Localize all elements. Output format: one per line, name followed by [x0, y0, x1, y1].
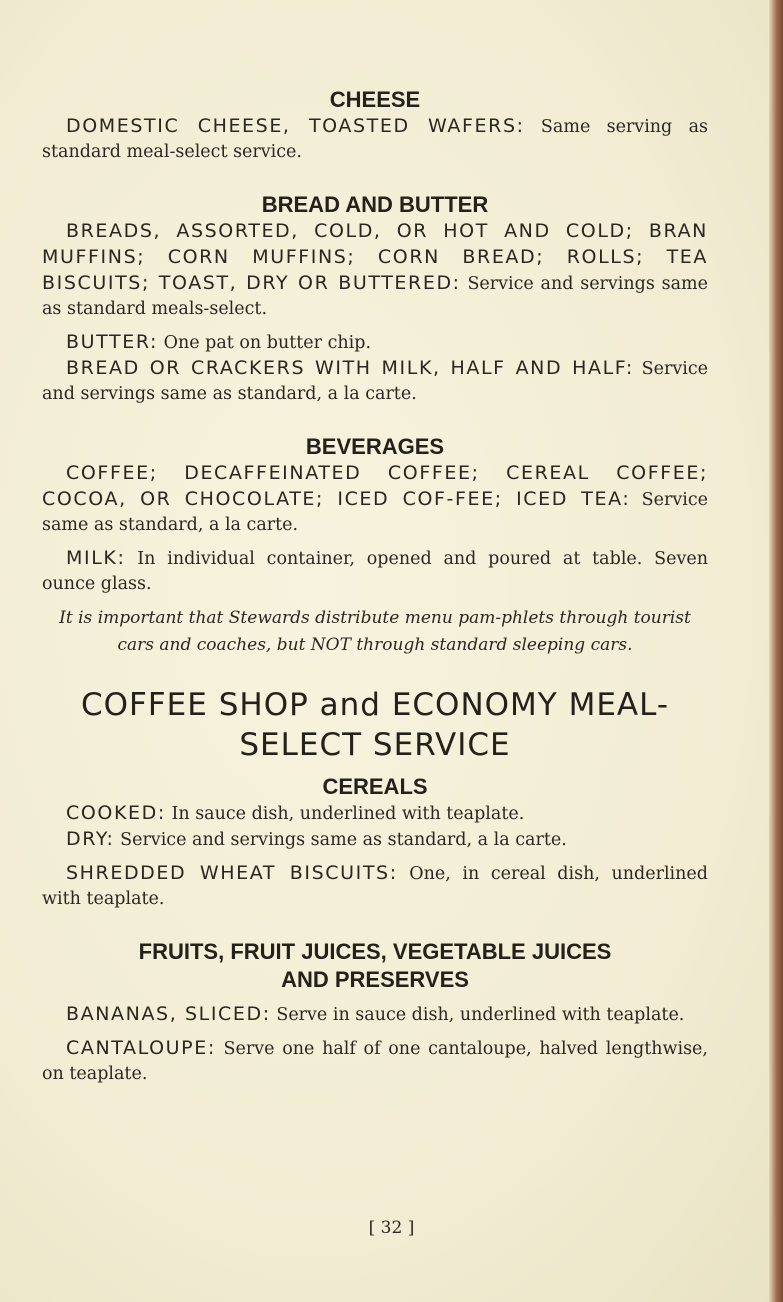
section-title-line-2: SELECT SERVICE [239, 727, 511, 763]
beverages-item-2-text: In individual container, opened and poured at table. Seven ounce glass. [42, 549, 708, 594]
fruits-item-2-text: Serve one half of one cantaloupe, halved lengthwise, on teaplate. [42, 1039, 708, 1084]
page-edge [769, 0, 783, 1302]
bread-item-1 [42, 219, 708, 322]
bread-item-2 [42, 330, 708, 356]
fruits-heading-line-1: FRUITS, FRUIT JUICES, VEGETABLE JUICES [138, 939, 612, 964]
cereals-heading: CEREALS [322, 774, 428, 799]
cheese-item [42, 114, 708, 165]
cereals-item-2-label: DRY: [66, 828, 115, 850]
bread-item-3-text: Service and servings same as standard, a la carte. [42, 359, 708, 404]
cereals-item-1-label: COOKED: [66, 802, 166, 824]
beverages-item-1-label: COFFEE; DECAFFEINATED COFFEE; CEREAL COFFEE; COCOA, OR CHOCOLATE; ICED COF-FEE; ICED TEA: [42, 462, 708, 510]
bread-item-2-text: One pat on butter chip. [163, 333, 372, 353]
bread-item-2-label: BUTTER: [66, 331, 159, 353]
beverages-item-1 [42, 461, 708, 538]
page-content [42, 86, 708, 1087]
fruits-item-1-text: Serve in sauce dish, underlined with teaplate. [276, 1005, 685, 1025]
cheese-item-label: DOMESTIC CHEESE, TOASTED WAFERS: [66, 115, 525, 137]
section-title-line-1: COFFEE SHOP and ECONOMY MEAL- [80, 687, 670, 723]
cereals-item-3-label: SHREDDED WHEAT BISCUITS: [66, 862, 398, 884]
fruits-heading-line-2: AND PRESERVES [281, 967, 469, 992]
fruits-item-1-label: BANANAS, SLICED: [66, 1003, 271, 1025]
bread-item-1-text: Service and servings same as standard meals-select. [42, 274, 708, 319]
cereals-item-3-text: One, in cereal dish, underlined with teaplate. [42, 864, 708, 909]
page-number: [ 32 ] [368, 1218, 415, 1238]
cereals-item-2-text: Service and servings same as standard, a la carte. [120, 830, 567, 850]
beverages-item-1-text: Service same as standard, a la carte. [42, 490, 708, 535]
cereals-item-1-text: In sauce dish, underlined with teaplate. [171, 804, 525, 824]
fruits-item-1 [42, 1002, 708, 1028]
fruits-item-2-label: CANTALOUPE: [66, 1037, 216, 1059]
bread-item-1-label: BREADS, ASSORTED, COLD, OR HOT AND COLD; BRAN MUFFINS; CORN MUFFINS; CORN BREAD; ROLLS; TEA BISCUITS; TOAST, DRY OR BUTTERED: [42, 220, 708, 294]
fruits-item-2 [42, 1036, 708, 1087]
stewards-note: It is important that Stewards distribute menu pam-phlets through tourist cars and coaches, but NOT through standard sleeping cars. [59, 608, 691, 655]
cheese-heading: CHEESE [329, 87, 421, 112]
bread-item-3 [42, 356, 708, 407]
cheese-item-text: Same serving as standard meal-select service. [42, 117, 708, 162]
beverages-item-2-label: MILK: [66, 547, 126, 569]
beverages-item-2 [42, 546, 708, 597]
bread-item-3-label: BREAD OR CRACKERS WITH MILK, HALF AND HALF: [66, 357, 634, 379]
cereals-item-1 [42, 801, 708, 827]
cereals-item-2 [42, 827, 708, 853]
beverages-heading: BEVERAGES [305, 434, 445, 459]
cereals-item-3 [42, 861, 708, 912]
bread-heading: BREAD AND BUTTER [261, 192, 489, 217]
